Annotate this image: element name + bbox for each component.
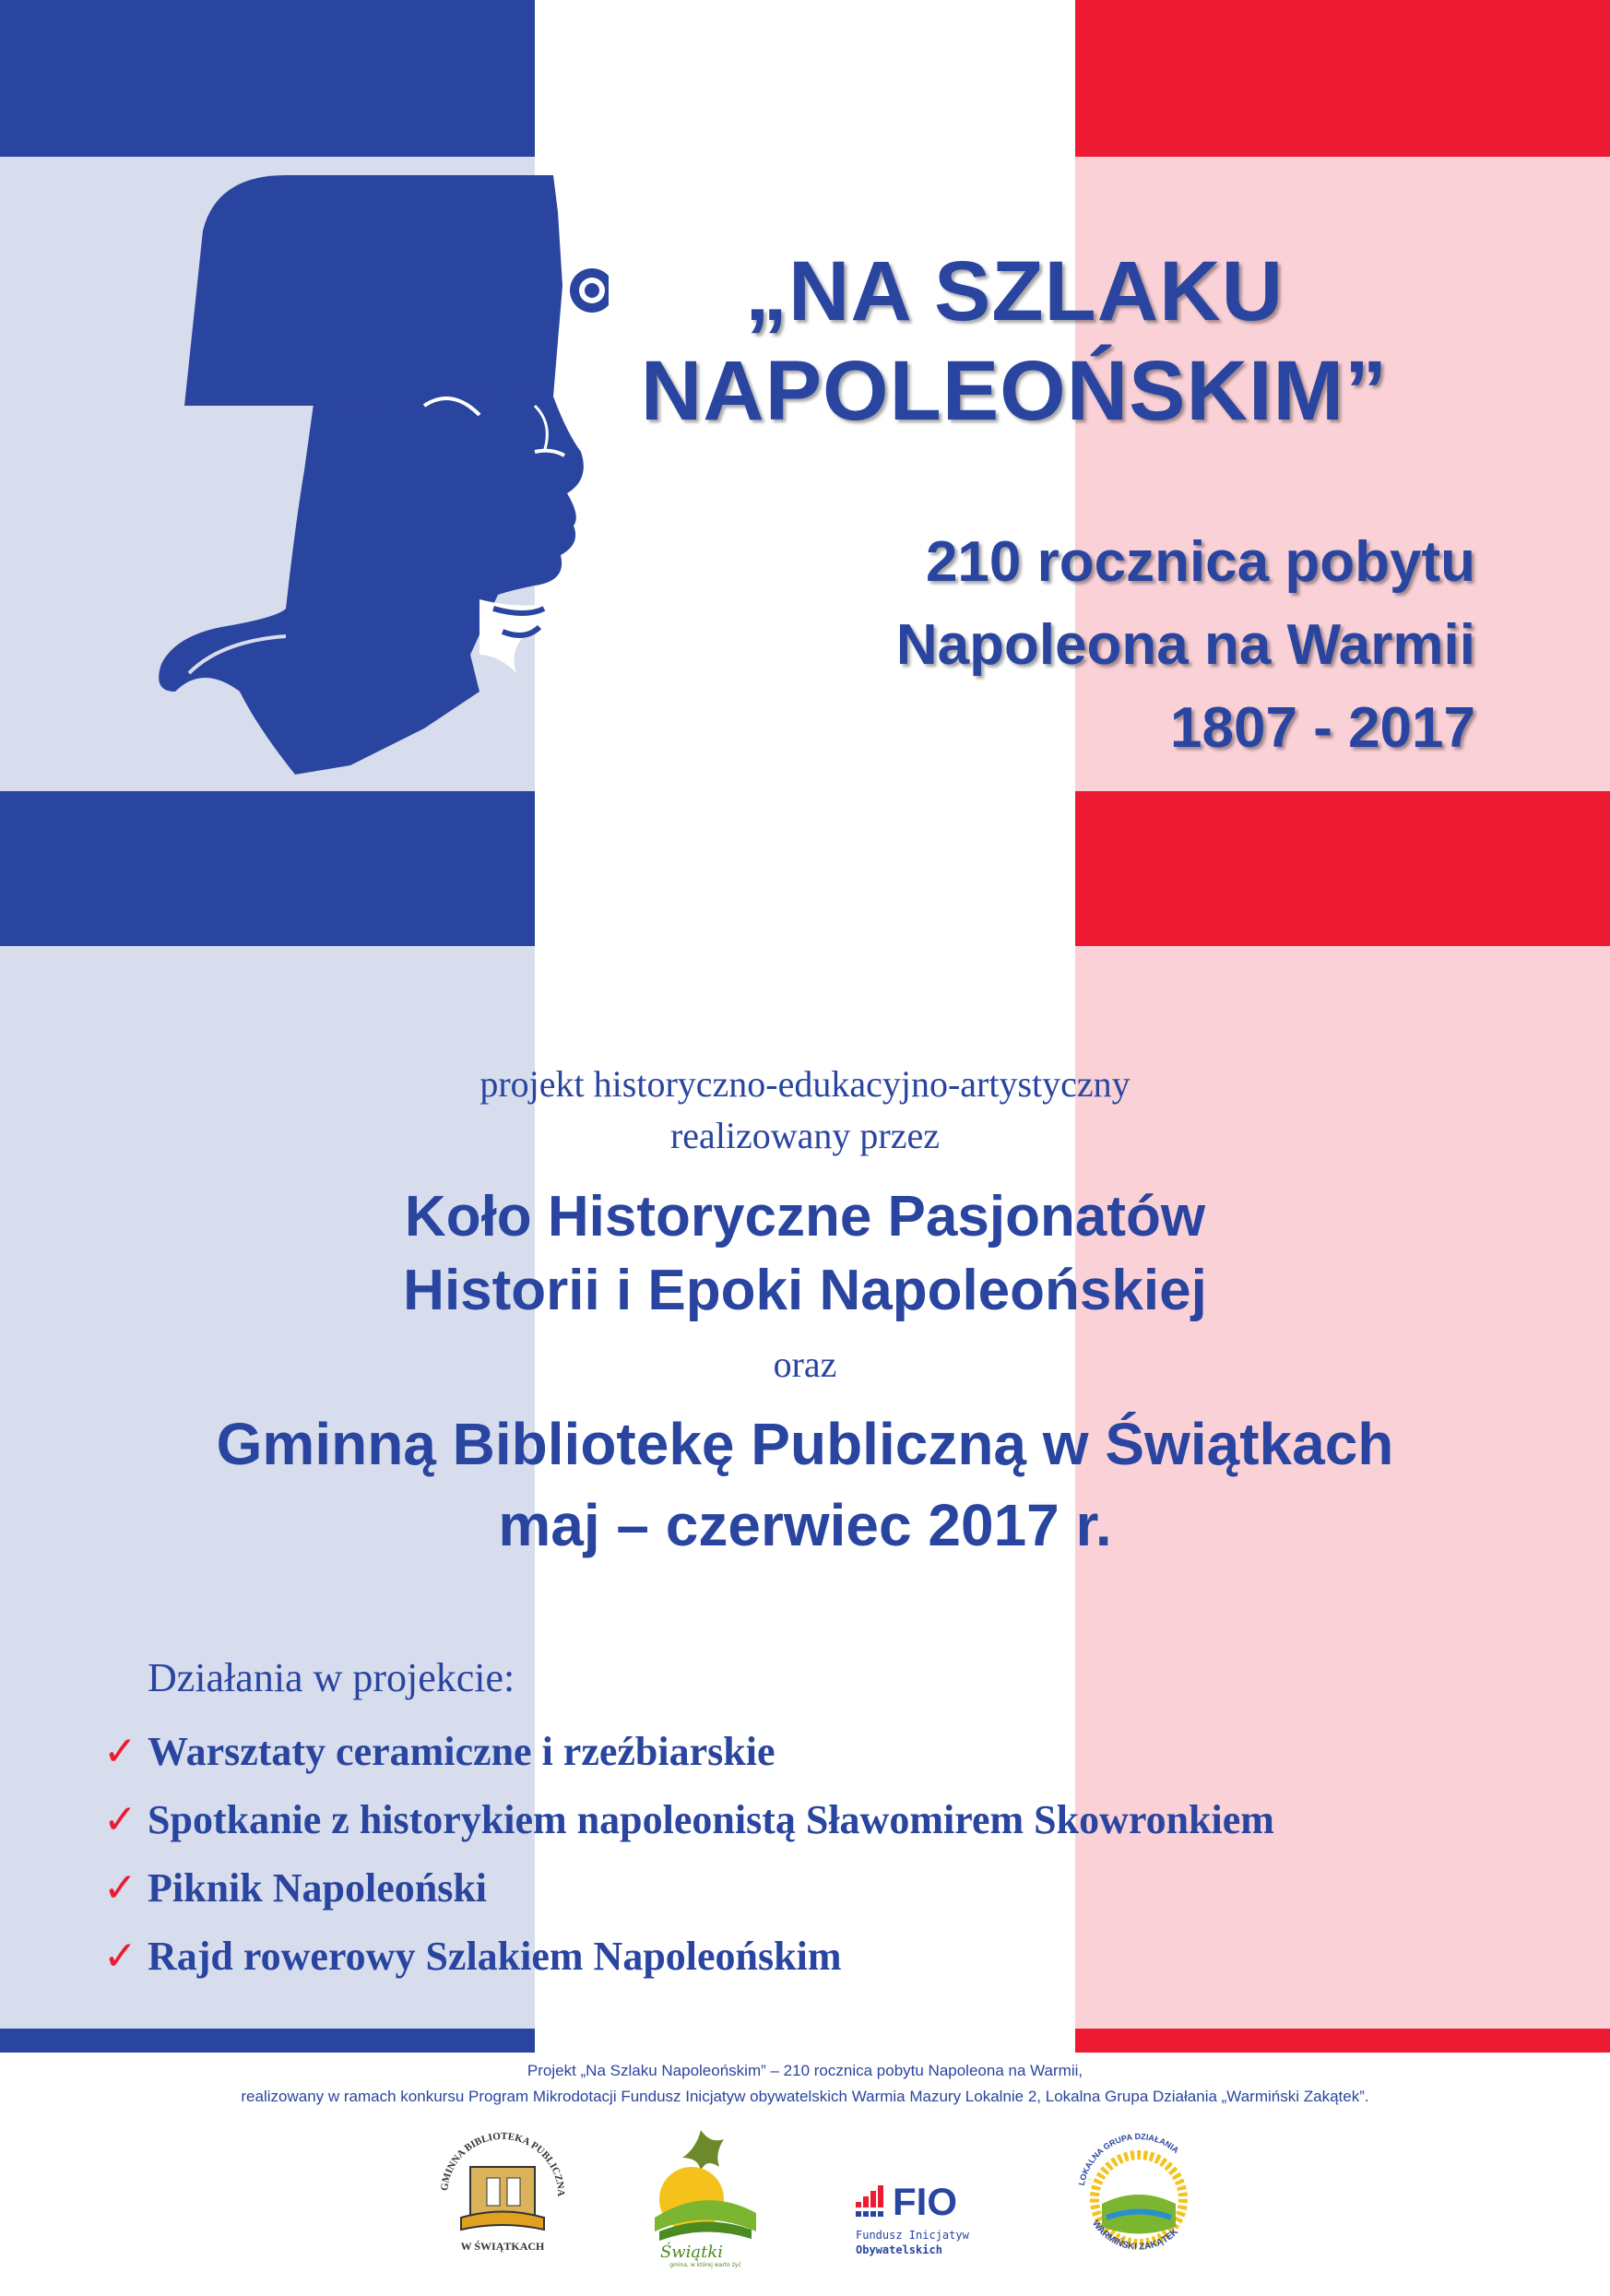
- list-item: [103, 1785, 1579, 1853]
- swiatki-logo-text: Świątki: [659, 2243, 724, 2262]
- action-label: Spotkanie z historykiem napoleonistą Sławomirem Skowronkiem: [148, 1796, 1274, 1842]
- check-icon: ✓: [103, 1864, 137, 1911]
- footer-text: [0, 2058, 1610, 2110]
- poster-subtitle: [701, 521, 1475, 770]
- footer-blue-line: [0, 2029, 535, 2053]
- actions-list: [103, 1717, 1579, 1990]
- napoleon-silhouette-icon: [148, 175, 609, 784]
- footer-white-line: [535, 2029, 1075, 2053]
- title-line-1: „NA SZLAKU: [744, 244, 1284, 338]
- lgd-logo: [1060, 2121, 1217, 2268]
- organizer-2-line-1: Gminną Bibliotekę Publiczną w Świątkach: [216, 1411, 1394, 1477]
- check-icon: ✓: [103, 1727, 137, 1775]
- organizer-1-line-1: Koło Historyczne Pasjonatów: [404, 1185, 1206, 1249]
- flag-blue-band-top: [0, 0, 535, 157]
- actions-title: Działania w projekcie:: [148, 1655, 515, 1700]
- list-item: [103, 1922, 1579, 1990]
- subtitle-line-3: 1807 - 2017: [1170, 696, 1475, 760]
- flag-white-band-top: [535, 0, 1075, 157]
- organizer-1: [0, 1180, 1610, 1328]
- action-label: Piknik Napoleoński: [148, 1864, 488, 1911]
- lgd-logo-bottom-text: WARMIŃSKI ZAKĄTEK: [1090, 2219, 1181, 2253]
- project-type-line-2: realizowany przez: [669, 1115, 941, 1156]
- project-type-line-1: projekt historyczno-edukacyjno-artystyczny: [479, 1063, 1131, 1105]
- swiatki-logo-tagline: gmina, w której warto żyć: [669, 2262, 741, 2268]
- flag-red-band-middle: [1075, 791, 1610, 946]
- flag-red-band-top: [1075, 0, 1610, 157]
- check-icon: ✓: [103, 1795, 137, 1843]
- footer-line-2: realizowany w ramach konkursu Program Mikrodotacji Fundusz Inicjatyw obywatelskich Warmia Mazury Lokalnie 2, Lokalna Grupa Działania „Warmiński Zakątek”.: [241, 2088, 1369, 2105]
- library-logo-top-text: GMINNA BIBLIOTEKA PUBLICZNA: [439, 2130, 567, 2197]
- organizer-2: [0, 1403, 1610, 1566]
- action-label: Rajd rowerowy Szlakiem Napoleońskim: [148, 1933, 842, 1979]
- subtitle-line-1: 210 rocznica pobytu: [925, 530, 1475, 594]
- conjunction-text: oraz: [773, 1343, 837, 1385]
- title-line-2: NAPOLEOŃSKIM”: [640, 344, 1389, 438]
- poster-title: [553, 242, 1475, 441]
- project-type: [0, 1059, 1610, 1162]
- library-logo-bottom-text: W ŚWIĄTKACH: [460, 2240, 545, 2253]
- library-logo: [433, 2121, 572, 2268]
- organizer-1-line-2: Historii i Epoki Napoleońskiej: [403, 1259, 1207, 1322]
- fio-logo-sub-1: Fundusz Inicjatyw: [856, 2229, 969, 2242]
- fio-logo: [848, 2148, 1005, 2296]
- footer-red-line: [1075, 2029, 1610, 2053]
- list-item: [103, 1853, 1579, 1922]
- list-item: [103, 1717, 1579, 1785]
- footer-line-1: Projekt „Na Szlaku Napoleońskim” – 210 rocznica pobytu Napoleona na Warmii,: [527, 2062, 1083, 2079]
- check-icon: ✓: [103, 1932, 137, 1980]
- project-dates: maj – czerwiec 2017 r.: [498, 1492, 1112, 1558]
- subtitle-line-2: Napoleona na Warmii: [895, 613, 1475, 677]
- swiatki-logo: [636, 2121, 775, 2268]
- action-label: Warsztaty ceramiczne i rzeźbiarskie: [148, 1728, 775, 1774]
- lgd-logo-top-text: LOKALNA GRUPA DZIAŁANIA: [1076, 2131, 1181, 2187]
- fio-logo-text: FIO: [893, 2180, 957, 2223]
- flag-blue-band-middle: [0, 791, 535, 946]
- fio-logo-sub-2: Obywatelskich: [856, 2243, 942, 2256]
